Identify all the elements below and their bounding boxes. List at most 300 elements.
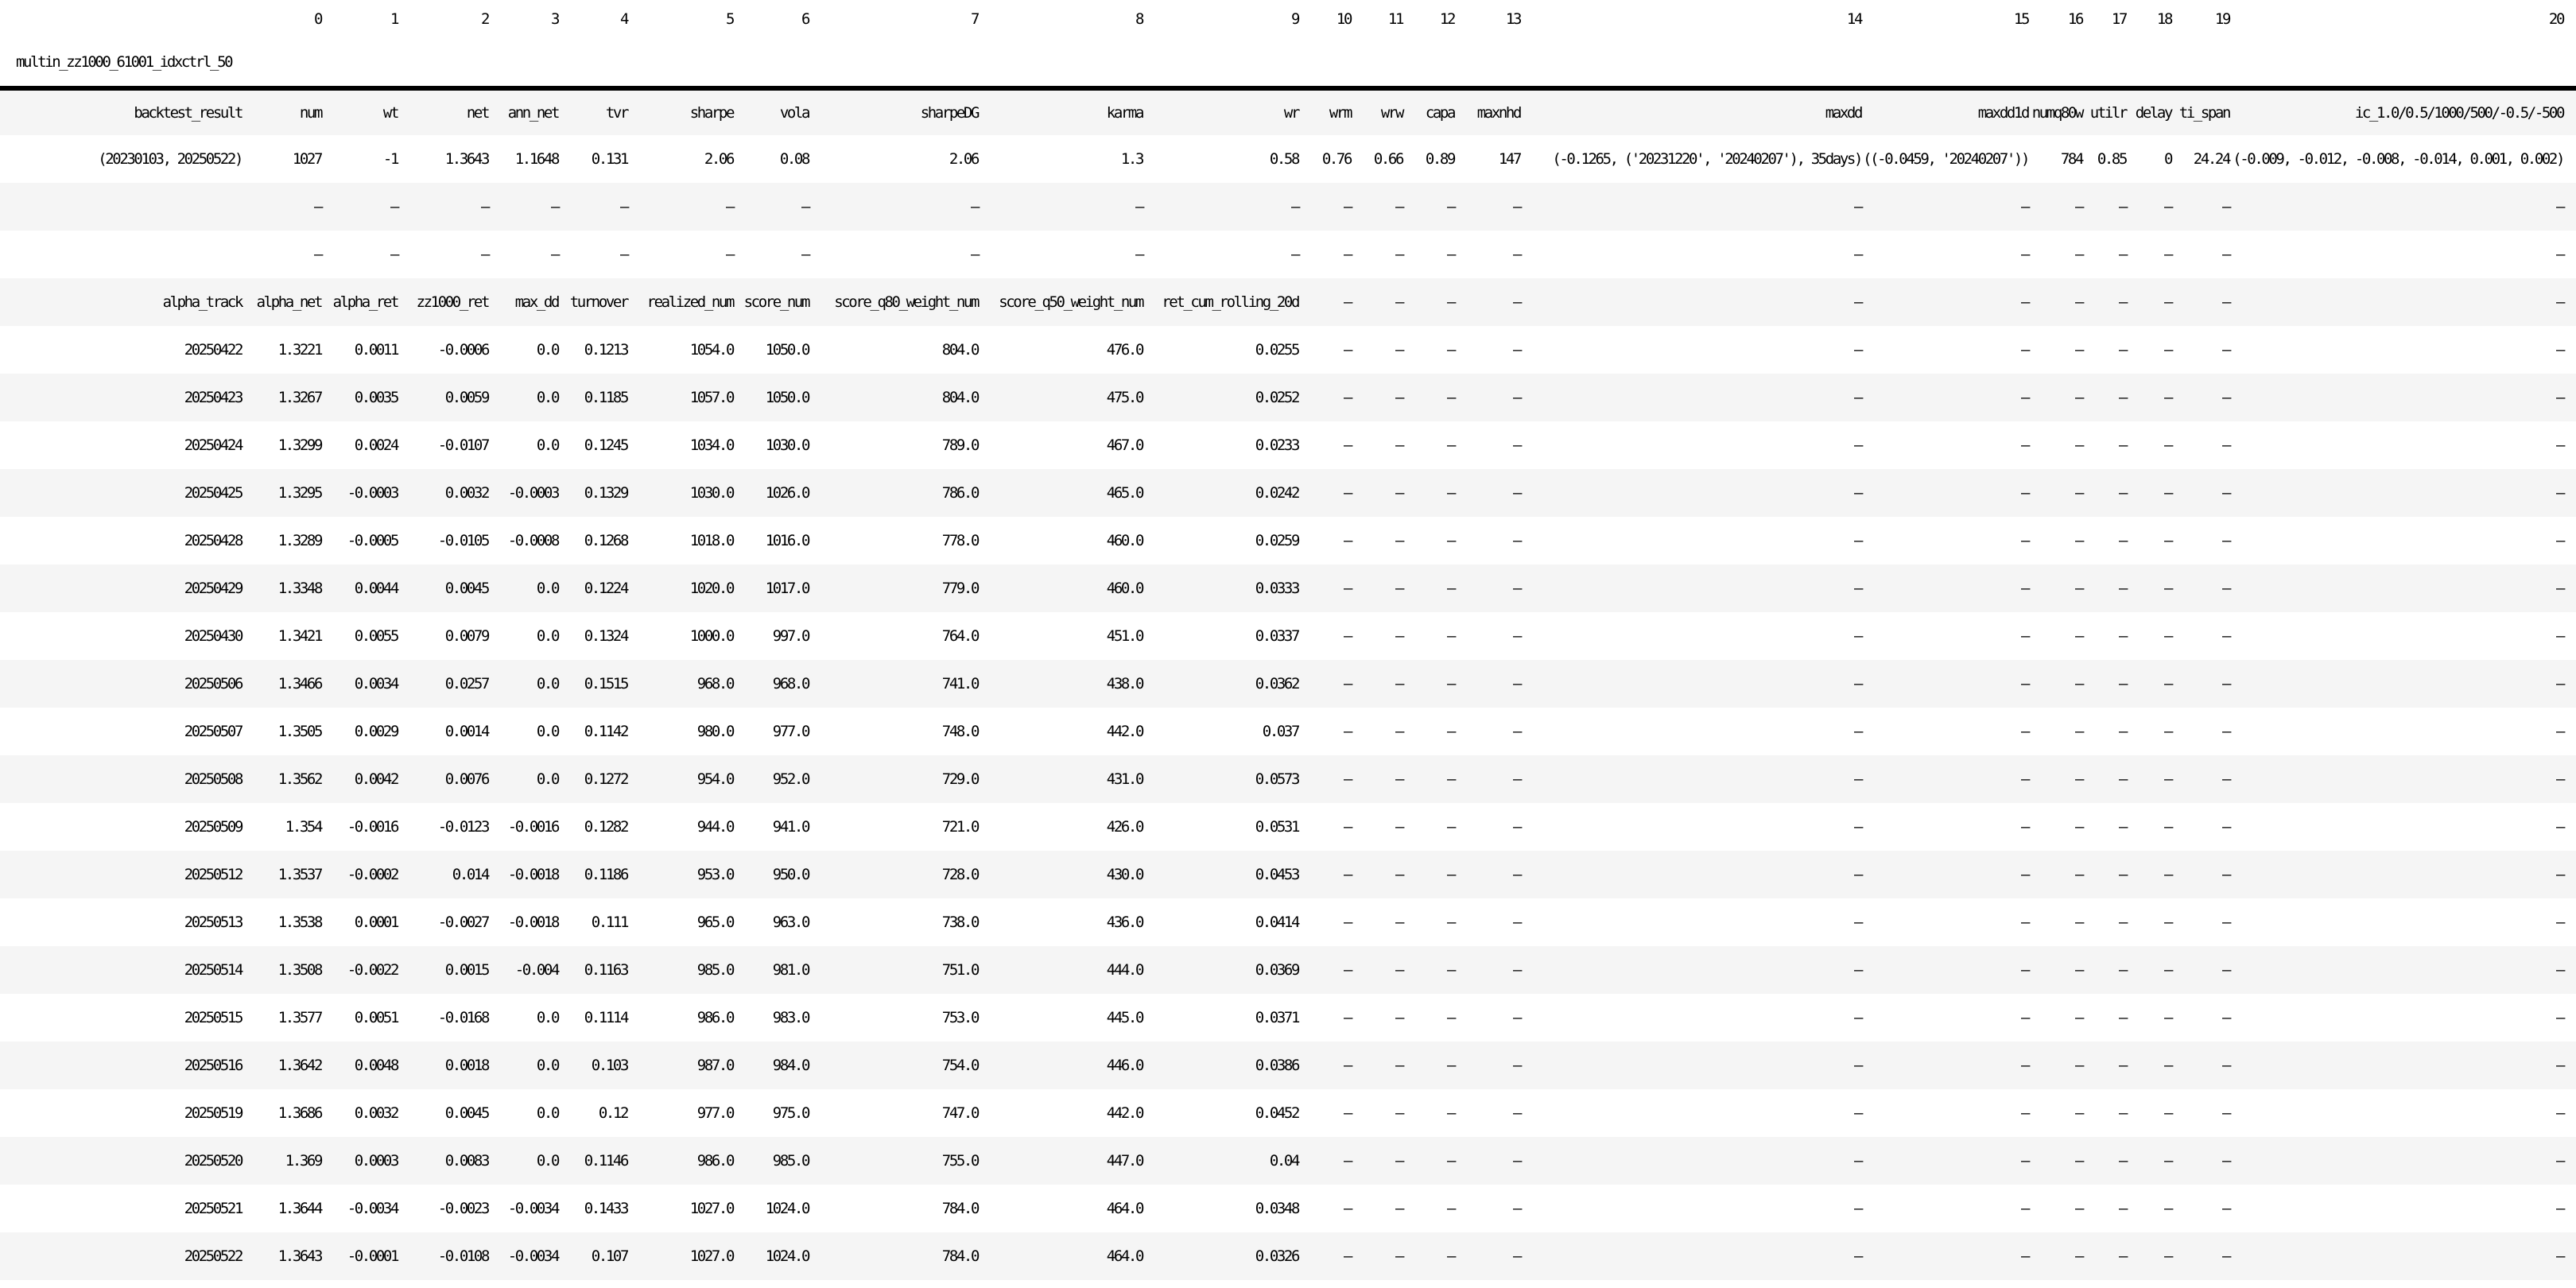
table-row xyxy=(0,1089,2576,1137)
data-cell: 987.0 xyxy=(696,1057,733,1074)
data-cell: — xyxy=(1512,770,1520,788)
data-cell: — xyxy=(2118,293,2126,311)
data-cell: -0.0003 xyxy=(507,484,558,502)
data-cell: — xyxy=(2163,198,2171,215)
data-cell: — xyxy=(2163,436,2171,454)
data-cell: — xyxy=(2118,675,2126,692)
data-cell: — xyxy=(390,198,398,215)
data-cell: — xyxy=(2163,1200,2171,1217)
data-cell: — xyxy=(2074,532,2082,549)
column-header: tvr xyxy=(558,88,627,135)
data-cell: -0.0027 xyxy=(437,914,488,931)
data-cell: — xyxy=(2020,961,2028,979)
data-cell: — xyxy=(1853,627,1861,645)
data-cell: 0.0083 xyxy=(444,1152,488,1170)
data-cell: — xyxy=(2221,723,2229,740)
data-cell: — xyxy=(1446,914,1454,931)
data-cell: — xyxy=(2221,1247,2229,1265)
data-cell: — xyxy=(2020,818,2028,836)
data-cell: 0.0326 xyxy=(1255,1247,1298,1265)
data-cell: 0.12 xyxy=(598,1104,627,1122)
data-cell: 0.0 xyxy=(536,1152,558,1170)
data-cell: — xyxy=(1512,1057,1520,1074)
data-cell: 804.0 xyxy=(941,389,978,406)
data-cell: — xyxy=(1343,389,1351,406)
data-cell: — xyxy=(2118,1247,2126,1265)
data-cell: — xyxy=(2020,723,2028,740)
data-cell: — xyxy=(2555,818,2563,836)
data-cell: — xyxy=(1512,1200,1520,1217)
data-cell: — xyxy=(1395,1200,1402,1217)
data-cell: — xyxy=(2221,770,2229,788)
data-cell: 0.0259 xyxy=(1255,532,1298,549)
data-cell: 1.3577 xyxy=(277,1009,321,1026)
data-cell: 786.0 xyxy=(941,484,978,502)
data-cell: 0.0 xyxy=(536,770,558,788)
data-cell: — xyxy=(2020,1152,2028,1170)
data-cell: — xyxy=(801,198,809,215)
data-cell: 0.0014 xyxy=(444,723,488,740)
data-cell: — xyxy=(2221,961,2229,979)
data-cell: — xyxy=(1853,675,1861,692)
data-cell: — xyxy=(2118,198,2126,215)
data-cell: — xyxy=(2163,627,2171,645)
data-cell: 0.0452 xyxy=(1255,1104,1298,1122)
data-cell: — xyxy=(2163,246,2171,263)
data-cell: — xyxy=(1512,389,1520,406)
data-cell: 1.3505 xyxy=(277,723,321,740)
data-cell: — xyxy=(1343,532,1351,549)
data-cell: — xyxy=(2221,1009,2229,1026)
data-cell: — xyxy=(1512,484,1520,502)
data-cell: — xyxy=(1853,580,1861,597)
data-cell: 0 xyxy=(2163,150,2171,168)
data-cell: 997.0 xyxy=(772,627,809,645)
data-cell: 0.0003 xyxy=(354,1152,398,1170)
data-cell: — xyxy=(2074,246,2082,263)
data-cell: 0.014 xyxy=(452,866,488,883)
data-cell: realized_num xyxy=(646,293,733,311)
row-index-cell: 20250429 xyxy=(184,580,242,597)
data-cell: 728.0 xyxy=(941,866,978,883)
data-cell: — xyxy=(2555,198,2563,215)
data-cell: 1.3348 xyxy=(277,580,321,597)
data-cell: — xyxy=(725,246,733,263)
row-index-cell: 20250506 xyxy=(184,675,242,692)
table-row xyxy=(0,564,2576,612)
data-cell: — xyxy=(2020,1247,2028,1265)
data-cell: — xyxy=(970,246,978,263)
data-cell: 1.1648 xyxy=(514,150,558,168)
data-cell: 977.0 xyxy=(696,1104,733,1122)
data-cell: 0.0371 xyxy=(1255,1009,1298,1026)
data-cell: 0.1272 xyxy=(584,770,627,788)
data-cell: 986.0 xyxy=(696,1152,733,1170)
data-cell: — xyxy=(2074,770,2082,788)
data-cell: score_q50_weight_num xyxy=(999,293,1143,311)
data-cell: 1034.0 xyxy=(689,436,733,454)
data-cell: — xyxy=(1395,198,1402,215)
col-position-label: 17 xyxy=(2111,10,2126,28)
data-cell: 0.0015 xyxy=(444,961,488,979)
data-cell: — xyxy=(480,198,488,215)
data-cell: — xyxy=(1512,246,1520,263)
data-cell: — xyxy=(2555,532,2563,549)
data-cell: 1050.0 xyxy=(765,389,809,406)
data-cell: 0.1186 xyxy=(584,866,627,883)
data-cell: — xyxy=(2020,484,2028,502)
data-cell: — xyxy=(1512,436,1520,454)
data-cell: 965.0 xyxy=(696,914,733,931)
data-cell: — xyxy=(2163,1009,2171,1026)
data-cell: — xyxy=(2163,818,2171,836)
column-header: wrm xyxy=(1298,88,1351,135)
data-cell: 460.0 xyxy=(1106,580,1143,597)
data-cell: -0.0123 xyxy=(437,818,488,836)
data-cell: — xyxy=(1512,866,1520,883)
column-header: wr xyxy=(1143,88,1298,135)
col-position-label: 7 xyxy=(970,10,978,28)
data-cell: — xyxy=(2020,246,2028,263)
column-header: karma xyxy=(978,88,1143,135)
row-index-cell: 20250513 xyxy=(184,914,242,931)
row-index-cell: 20250422 xyxy=(184,341,242,359)
data-cell: — xyxy=(2221,246,2229,263)
data-cell: — xyxy=(1343,1009,1351,1026)
data-cell: 0.0035 xyxy=(354,389,398,406)
column-header-row xyxy=(0,88,2576,135)
row-index-cell: 20250522 xyxy=(184,1247,242,1265)
data-cell: — xyxy=(2118,1152,2126,1170)
table-row xyxy=(0,708,2576,755)
data-cell: — xyxy=(1446,532,1454,549)
table-row xyxy=(0,1137,2576,1185)
data-cell: — xyxy=(1343,914,1351,931)
data-cell: 0.0252 xyxy=(1255,389,1298,406)
row-index-cell: alpha_track xyxy=(162,293,242,311)
data-cell: — xyxy=(1512,293,1520,311)
data-cell: — xyxy=(2074,1057,2082,1074)
data-cell: — xyxy=(970,198,978,215)
column-header: ann_net xyxy=(488,88,558,135)
data-cell: 1000.0 xyxy=(689,627,733,645)
col-position-label: 12 xyxy=(1439,10,1454,28)
data-cell: — xyxy=(1343,1247,1351,1265)
column-header: ti_span xyxy=(2171,88,2229,135)
data-cell: — xyxy=(1853,341,1861,359)
data-cell: 0.111 xyxy=(591,914,627,931)
column-header: sharpe xyxy=(627,88,733,135)
data-cell: 1030.0 xyxy=(765,436,809,454)
data-cell: — xyxy=(1446,723,1454,740)
data-cell: — xyxy=(2163,532,2171,549)
data-cell: — xyxy=(1446,293,1454,311)
column-header: wrw xyxy=(1351,88,1402,135)
table-row xyxy=(0,183,2576,231)
row-index-cell: 20250430 xyxy=(184,627,242,645)
data-cell: — xyxy=(1395,484,1402,502)
data-cell: — xyxy=(1395,1104,1402,1122)
data-cell: — xyxy=(2118,580,2126,597)
data-cell: 0.1329 xyxy=(584,484,627,502)
data-cell: — xyxy=(2163,866,2171,883)
data-cell: — xyxy=(2020,770,2028,788)
row-index-cell: 20250509 xyxy=(184,818,242,836)
data-cell: — xyxy=(1446,961,1454,979)
data-cell: — xyxy=(1343,818,1351,836)
data-cell: — xyxy=(2163,723,2171,740)
data-cell: 984.0 xyxy=(772,1057,809,1074)
table-row xyxy=(0,660,2576,708)
data-cell: -0.0002 xyxy=(347,866,398,883)
data-cell: — xyxy=(2163,389,2171,406)
data-cell: — xyxy=(1290,198,1298,215)
data-cell: 2.06 xyxy=(949,150,978,168)
data-cell: 1.3562 xyxy=(277,770,321,788)
data-cell: 1.3421 xyxy=(277,627,321,645)
data-cell: 0.0 xyxy=(536,436,558,454)
data-cell: 968.0 xyxy=(772,675,809,692)
row-index-cell: 20250516 xyxy=(184,1057,242,1074)
data-cell: — xyxy=(1853,723,1861,740)
data-cell: — xyxy=(2074,198,2082,215)
data-cell: alpha_ret xyxy=(332,293,398,311)
data-cell: — xyxy=(1343,246,1351,263)
data-cell: 431.0 xyxy=(1106,770,1143,788)
data-cell: zz1000_ret xyxy=(416,293,488,311)
data-cell: 0.0 xyxy=(536,723,558,740)
data-cell: — xyxy=(2555,627,2563,645)
data-cell: 983.0 xyxy=(772,1009,809,1026)
column-header: num xyxy=(242,88,321,135)
data-cell: — xyxy=(2020,675,2028,692)
data-cell: 0.0059 xyxy=(444,389,488,406)
data-cell: -0.0034 xyxy=(507,1200,558,1217)
column-header: maxnhd xyxy=(1454,88,1520,135)
data-cell: 0.0 xyxy=(536,675,558,692)
data-cell: — xyxy=(1395,293,1402,311)
data-cell: 1.3686 xyxy=(277,1104,321,1122)
data-cell: -0.0016 xyxy=(507,818,558,836)
data-cell: — xyxy=(1512,580,1520,597)
data-cell: — xyxy=(2020,436,2028,454)
table-row xyxy=(0,374,2576,421)
data-cell: — xyxy=(2221,389,2229,406)
data-cell: — xyxy=(1343,580,1351,597)
data-cell: 444.0 xyxy=(1106,961,1143,979)
data-cell: — xyxy=(2118,723,2126,740)
data-cell: — xyxy=(2020,1104,2028,1122)
data-cell: — xyxy=(1395,532,1402,549)
data-cell: — xyxy=(2555,436,2563,454)
data-cell: 0.1282 xyxy=(584,818,627,836)
data-cell: 24.24 xyxy=(2193,150,2229,168)
data-cell: -0.0168 xyxy=(437,1009,488,1026)
row-index-cell: 20250507 xyxy=(184,723,242,740)
data-cell: 0.1114 xyxy=(584,1009,627,1026)
data-cell: -0.0034 xyxy=(347,1200,398,1217)
data-cell: — xyxy=(1446,389,1454,406)
data-cell: 753.0 xyxy=(941,1009,978,1026)
table-row xyxy=(0,1232,2576,1280)
data-cell: — xyxy=(801,246,809,263)
table-row xyxy=(0,851,2576,898)
data-cell: 1.3538 xyxy=(277,914,321,931)
data-cell: — xyxy=(1343,293,1351,311)
col-position-label: 15 xyxy=(2013,10,2028,28)
data-cell: — xyxy=(1446,770,1454,788)
data-cell: — xyxy=(2020,627,2028,645)
data-cell: 747.0 xyxy=(941,1104,978,1122)
data-cell: — xyxy=(1290,246,1298,263)
data-cell: 1024.0 xyxy=(765,1247,809,1265)
data-cell: — xyxy=(1395,818,1402,836)
data-cell: 1.3537 xyxy=(277,866,321,883)
data-cell: — xyxy=(1446,1152,1454,1170)
col-position-label: 9 xyxy=(1290,10,1298,28)
data-cell: (-0.009, -0.012, -0.008, -0.014, 0.001, 0.002) xyxy=(2233,150,2563,168)
data-cell: — xyxy=(2020,532,2028,549)
data-cell: — xyxy=(1343,436,1351,454)
data-cell: — xyxy=(2074,723,2082,740)
data-cell: 0.0531 xyxy=(1255,818,1298,836)
data-cell: score_num xyxy=(743,293,809,311)
data-cell: — xyxy=(2074,389,2082,406)
data-cell: — xyxy=(2020,198,2028,215)
data-cell: 0.0333 xyxy=(1255,580,1298,597)
data-cell: (-0.1265, ('20231220', '20240207'), 35days) xyxy=(1552,150,1861,168)
data-cell: 0.0055 xyxy=(354,627,398,645)
data-cell: — xyxy=(2118,818,2126,836)
data-cell: — xyxy=(2555,866,2563,883)
table-row xyxy=(0,517,2576,564)
data-cell: 1050.0 xyxy=(765,341,809,359)
data-cell: — xyxy=(1395,436,1402,454)
col-position-label: 6 xyxy=(801,10,809,28)
data-cell: 0.1142 xyxy=(584,723,627,740)
data-cell: 755.0 xyxy=(941,1152,978,1170)
data-cell: — xyxy=(2020,866,2028,883)
data-cell: — xyxy=(2221,484,2229,502)
data-cell: — xyxy=(1446,675,1454,692)
data-cell: — xyxy=(2163,484,2171,502)
data-cell: 784 xyxy=(2060,150,2082,168)
data-cell: — xyxy=(1446,627,1454,645)
data-cell: — xyxy=(550,198,558,215)
data-cell: 0.0029 xyxy=(354,723,398,740)
data-cell: — xyxy=(2118,436,2126,454)
col-position-label: 14 xyxy=(1846,10,1861,28)
data-cell: — xyxy=(2118,484,2126,502)
data-cell: — xyxy=(1853,818,1861,836)
column-header: net xyxy=(398,88,488,135)
data-cell: 981.0 xyxy=(772,961,809,979)
data-cell: — xyxy=(1395,675,1402,692)
data-cell: 980.0 xyxy=(696,723,733,740)
data-cell: — xyxy=(2074,484,2082,502)
row-index-cell: 20250508 xyxy=(184,770,242,788)
data-cell: -0.0006 xyxy=(437,341,488,359)
data-cell: 1018.0 xyxy=(689,532,733,549)
data-cell: — xyxy=(2074,341,2082,359)
data-cell: — xyxy=(1395,723,1402,740)
data-cell: 0.0453 xyxy=(1255,866,1298,883)
data-cell: — xyxy=(1446,341,1454,359)
data-cell: — xyxy=(619,246,627,263)
data-cell: -0.0001 xyxy=(347,1247,398,1265)
data-cell: 1027.0 xyxy=(689,1200,733,1217)
data-cell: 447.0 xyxy=(1106,1152,1143,1170)
data-cell: 0.1324 xyxy=(584,627,627,645)
data-cell: — xyxy=(2163,770,2171,788)
data-cell: — xyxy=(1853,770,1861,788)
data-cell: — xyxy=(1853,532,1861,549)
data-cell: — xyxy=(2074,1152,2082,1170)
data-cell: — xyxy=(2221,818,2229,836)
data-cell: 0.0 xyxy=(536,627,558,645)
col-position-label: 8 xyxy=(1135,10,1143,28)
data-cell: — xyxy=(2555,1104,2563,1122)
data-cell: 476.0 xyxy=(1106,341,1143,359)
data-cell: — xyxy=(2074,580,2082,597)
data-cell: 430.0 xyxy=(1106,866,1143,883)
data-cell: 445.0 xyxy=(1106,1009,1143,1026)
data-cell: 0.66 xyxy=(1373,150,1402,168)
data-cell: — xyxy=(2221,293,2229,311)
column-header: maxdd1d xyxy=(1861,88,2028,135)
data-cell: — xyxy=(1395,246,1402,263)
col-position-label: 0 xyxy=(313,10,321,28)
data-cell: — xyxy=(2118,532,2126,549)
data-cell: 442.0 xyxy=(1106,1104,1143,1122)
data-cell: — xyxy=(1395,627,1402,645)
data-cell: — xyxy=(1343,675,1351,692)
data-cell: — xyxy=(1446,1009,1454,1026)
data-cell: — xyxy=(2020,1200,2028,1217)
data-cell: — xyxy=(2555,914,2563,931)
data-cell: — xyxy=(2163,1152,2171,1170)
row-index-cell xyxy=(0,231,242,278)
data-cell: 465.0 xyxy=(1106,484,1143,502)
data-cell: 721.0 xyxy=(941,818,978,836)
data-cell: 0.0044 xyxy=(354,580,398,597)
table-row xyxy=(0,612,2576,660)
data-cell: 0.0573 xyxy=(1255,770,1298,788)
data-cell: — xyxy=(2118,1009,2126,1026)
data-cell: — xyxy=(2221,1057,2229,1074)
data-cell: — xyxy=(2118,770,2126,788)
column-header: sharpeDG xyxy=(809,88,978,135)
row-index-cell: 20250423 xyxy=(184,389,242,406)
data-cell: — xyxy=(2555,723,2563,740)
data-cell: — xyxy=(1512,1009,1520,1026)
data-cell: — xyxy=(1135,198,1143,215)
data-cell: 0.0 xyxy=(536,1009,558,1026)
col-position-label: 11 xyxy=(1387,10,1402,28)
data-cell: — xyxy=(2221,341,2229,359)
data-cell: 0.0 xyxy=(536,389,558,406)
col-position-label: 19 xyxy=(2214,10,2229,28)
data-cell: 1054.0 xyxy=(689,341,733,359)
data-cell: — xyxy=(1395,1009,1402,1026)
data-cell: — xyxy=(2221,1200,2229,1217)
data-cell: -1 xyxy=(382,150,398,168)
data-cell: — xyxy=(1343,1200,1351,1217)
data-cell: 778.0 xyxy=(941,532,978,549)
data-cell: -0.0105 xyxy=(437,532,488,549)
data-cell: — xyxy=(390,246,398,263)
data-cell: 0.131 xyxy=(591,150,627,168)
